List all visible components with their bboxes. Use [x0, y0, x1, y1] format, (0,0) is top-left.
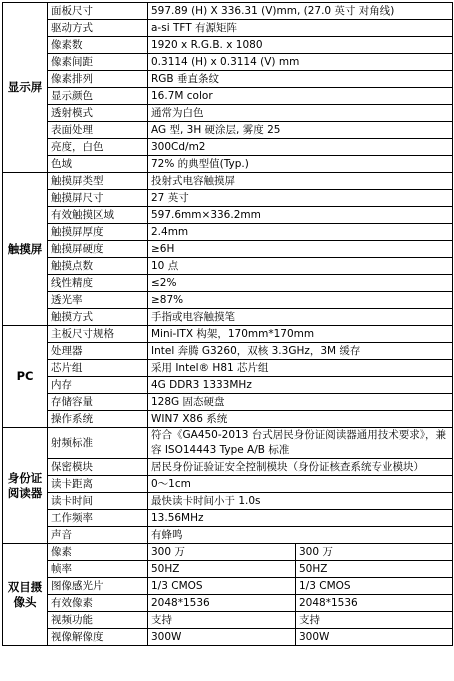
- spec-value: ≤2%: [148, 275, 453, 292]
- table-row: [3, 493, 453, 510]
- spec-value: 符合《GA450-2013 台式居民身份证阅读器通用技术要求》，兼容 ISO14443 Type A/B 标准: [148, 428, 453, 459]
- spec-value-right: 2048*1536: [296, 595, 453, 612]
- spec-table: [2, 2, 453, 646]
- table-row: [3, 156, 453, 173]
- table-row: [3, 343, 453, 360]
- table-row: [3, 20, 453, 37]
- spec-key: 色域: [48, 156, 148, 173]
- spec-key: 触摸点数: [48, 258, 148, 275]
- spec-key: 亮度，白色: [48, 139, 148, 156]
- table-row: [3, 578, 453, 595]
- spec-value: 居民身份证验证安全控制模块（身份证核查系统专业模块）: [148, 459, 453, 476]
- spec-key: 表面处理: [48, 122, 148, 139]
- table-row: [3, 37, 453, 54]
- spec-key: 线性精度: [48, 275, 148, 292]
- spec-key: 处理器: [48, 343, 148, 360]
- spec-value: ≥6H: [148, 241, 453, 258]
- table-row: [3, 292, 453, 309]
- spec-value-left: 300W: [148, 629, 296, 646]
- spec-key: 主板尺寸规格: [48, 326, 148, 343]
- spec-value-left: 1/3 CMOS: [148, 578, 296, 595]
- spec-key: 像素排列: [48, 71, 148, 88]
- table-row: [3, 3, 453, 20]
- spec-value: 27 英寸: [148, 190, 453, 207]
- table-row: [3, 476, 453, 493]
- spec-key: 声音: [48, 527, 148, 544]
- table-row: [3, 105, 453, 122]
- table-row: [3, 411, 453, 428]
- spec-value-left: 50HZ: [148, 561, 296, 578]
- table-row: [3, 377, 453, 394]
- spec-key: 读卡距离: [48, 476, 148, 493]
- spec-key: 有效触摸区域: [48, 207, 148, 224]
- spec-value: WIN7 X86 系统: [148, 411, 453, 428]
- spec-key: 像素: [48, 544, 148, 561]
- table-row: [3, 54, 453, 71]
- spec-key: 透射模式: [48, 105, 148, 122]
- section-category: PC: [3, 326, 48, 428]
- section-category: 身份证阅读器: [3, 428, 48, 544]
- spec-key: 触摸屏尺寸: [48, 190, 148, 207]
- table-row: [3, 275, 453, 292]
- table-row: [3, 595, 453, 612]
- spec-key: 触摸屏厚度: [48, 224, 148, 241]
- spec-value: 2.4mm: [148, 224, 453, 241]
- spec-value: 1920 x R.G.B. x 1080: [148, 37, 453, 54]
- spec-value-right: 300W: [296, 629, 453, 646]
- table-row: [3, 173, 453, 190]
- spec-value: 13.56MHz: [148, 510, 453, 527]
- table-row: [3, 629, 453, 646]
- table-row: [3, 258, 453, 275]
- table-row: [3, 394, 453, 411]
- spec-value-left: 2048*1536: [148, 595, 296, 612]
- spec-value: 最快读卡时间小于 1.0s: [148, 493, 453, 510]
- table-row: [3, 122, 453, 139]
- table-row: [3, 309, 453, 326]
- spec-value: 通常为白色: [148, 105, 453, 122]
- spec-value: 597.89 (H) X 336.31 (V)mm, (27.0 英寸 对角线): [148, 3, 453, 20]
- spec-key: 读卡时间: [48, 493, 148, 510]
- table-row: [3, 71, 453, 88]
- spec-value: a-si TFT 有源矩阵: [148, 20, 453, 37]
- spec-value: 采用 Intel® H81 芯片组: [148, 360, 453, 377]
- spec-key: 芯片组: [48, 360, 148, 377]
- section-category: 显示屏: [3, 3, 48, 173]
- spec-key: 驱动方式: [48, 20, 148, 37]
- spec-key: 显示颜色: [48, 88, 148, 105]
- spec-value: Intel 奔腾 G3260，双核 3.3GHz，3M 缓存: [148, 343, 453, 360]
- spec-key: 像素间距: [48, 54, 148, 71]
- spec-value-left: 300 万: [148, 544, 296, 561]
- spec-value: 4G DDR3 1333MHz: [148, 377, 453, 394]
- spec-key: 视像解像度: [48, 629, 148, 646]
- table-row: [3, 224, 453, 241]
- table-row: [3, 88, 453, 105]
- spec-key: 像素数: [48, 37, 148, 54]
- table-row: [3, 459, 453, 476]
- spec-key: 内存: [48, 377, 148, 394]
- spec-key: 帧率: [48, 561, 148, 578]
- spec-value-right: 支持: [296, 612, 453, 629]
- section-category: 双目摄像头: [3, 544, 48, 646]
- spec-value: ≥87%: [148, 292, 453, 309]
- table-row: [3, 241, 453, 258]
- spec-value-right: 300 万: [296, 544, 453, 561]
- section-category: 触摸屏: [3, 173, 48, 326]
- table-row: [3, 428, 453, 459]
- spec-value: 300Cd/m2: [148, 139, 453, 156]
- spec-value-left: 支持: [148, 612, 296, 629]
- spec-key: 射频标准: [48, 428, 148, 459]
- table-row: [3, 510, 453, 527]
- spec-value: 投射式电容触摸屏: [148, 173, 453, 190]
- spec-key: 面板尺寸: [48, 3, 148, 20]
- spec-key: 保密模块: [48, 459, 148, 476]
- spec-value: 0～1cm: [148, 476, 453, 493]
- table-row: [3, 527, 453, 544]
- spec-value: RGB 垂直条纹: [148, 71, 453, 88]
- spec-value: 128G 固态硬盘: [148, 394, 453, 411]
- table-row: [3, 139, 453, 156]
- spec-key: 触摸屏类型: [48, 173, 148, 190]
- spec-value-right: 50HZ: [296, 561, 453, 578]
- spec-value: 72% 的典型值(Typ.): [148, 156, 453, 173]
- table-row: [3, 326, 453, 343]
- spec-value: 10 点: [148, 258, 453, 275]
- table-row: [3, 207, 453, 224]
- spec-value: 手指或电容触摸笔: [148, 309, 453, 326]
- spec-value: AG 型, 3H 硬涂层, 雾度 25: [148, 122, 453, 139]
- spec-value: 0.3114 (H) x 0.3114 (V) mm: [148, 54, 453, 71]
- spec-key: 工作频率: [48, 510, 148, 527]
- table-row: [3, 360, 453, 377]
- table-row: [3, 544, 453, 561]
- table-row: [3, 190, 453, 207]
- spec-key: 操作系统: [48, 411, 148, 428]
- spec-key: 透光率: [48, 292, 148, 309]
- table-row: [3, 561, 453, 578]
- spec-key: 有效像素: [48, 595, 148, 612]
- spec-key: 视频功能: [48, 612, 148, 629]
- spec-value: Mini-ITX 构架，170mm*170mm: [148, 326, 453, 343]
- spec-value: 16.7M color: [148, 88, 453, 105]
- spec-key: 存储容量: [48, 394, 148, 411]
- spec-key: 图像感光片: [48, 578, 148, 595]
- spec-value: 有蜂鸣: [148, 527, 453, 544]
- table-row: [3, 612, 453, 629]
- spec-key: 触摸屏硬度: [48, 241, 148, 258]
- spec-value-right: 1/3 CMOS: [296, 578, 453, 595]
- spec-value: 597.6mm×336.2mm: [148, 207, 453, 224]
- spec-key: 触摸方式: [48, 309, 148, 326]
